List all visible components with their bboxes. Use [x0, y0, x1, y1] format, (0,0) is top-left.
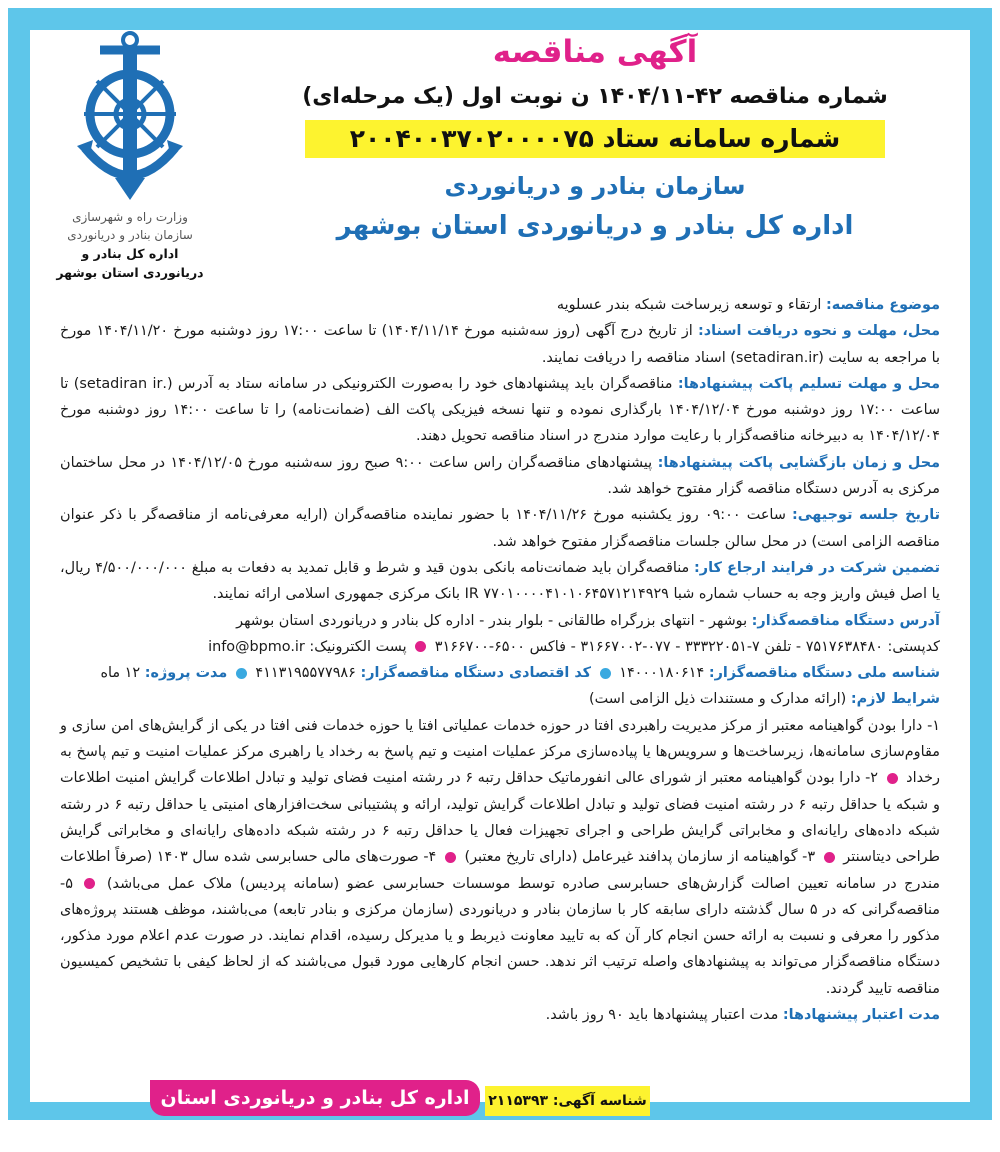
guarantee-label: تضمین شرکت در فرایند ارجاع کار:	[694, 559, 940, 576]
national-id-label: شناسه ملی دستگاه مناقصه‌گزار:	[708, 665, 940, 682]
validity-text: مدت اعتبار پیشنهادها باید ۹۰ روز باشد.	[545, 1007, 779, 1024]
conditions-label: شرایط لازم:	[850, 691, 940, 708]
subject-text: ارتقاء و توسعه زیرساخت شبکه بندر عسلویه	[556, 297, 822, 313]
briefing-text: ساعت ۰۹:۰۰ روز یکشنبه مورخ ۱۴۰۴/۱۱/۲۶ با حضور نماینده مناقصه‌گران (ارایه معرفی‌نامه از مناقصه‌گر با ذکر عنوان مناقصه الزامی است) در محل سالن جلسات مناقصه‌گزار مفتوح خواهد شد.	[60, 507, 940, 550]
guarantee-row	[60, 555, 940, 608]
opening-label: محل و زمان بازگشایی پاکت پیشنهادها:	[657, 454, 941, 471]
office-name: اداره کل بنادر و دریانوردی استان بوشهر	[336, 211, 854, 241]
logo-office-text-2: دریانوردی استان بوشهر	[56, 265, 204, 280]
email-link[interactable]: info@bpmo.ir	[208, 638, 305, 655]
economic-code: ۴۱۱۳۱۹۵۵۷۷۹۸۶	[255, 665, 356, 682]
ad-id-badge: شناسه آگهی: ۲۱۱۵۳۹۳	[485, 1086, 650, 1116]
duration: ۱۲ ماه	[100, 665, 141, 682]
condition-5: ۵- مناقصه‌گرانی که در ۵ سال گذشته دارای سابقه کار با سازمان بنادر و دریانوردی (سازمان مرکزی و بنادر تابعه) می‌باشند، موظف هستند پروژه‌های مذکور را معرفی و نسبت به ارائه حسن انجام کار آن که به تایید معاونت ذیربط و یا مدیرکل رسیده، اقدام نمایند. در صورت عدم اعلام مورد مذکور، دستگاه مناقصه‌گزار می‌تواند به پیشنهادهای واصله ترتیب اثر ندهد. حسن انجام کارهایی مورد قبول می‌باشند که از لحاظ کیفی با تشخیص کمیسیون مناقصه تایید گردند.	[60, 875, 940, 997]
logo-block	[30, 28, 230, 298]
bullet-icon	[824, 852, 835, 863]
briefing-label: تاریخ جلسه توجیهی:	[791, 507, 941, 524]
setad-number: شماره سامانه ستاد ۲۰۰۴۰۰۳۷۰۲۰۰۰۰۷۵	[305, 120, 885, 158]
address-label: آدرس دستگاه مناقصه‌گذار:	[751, 612, 940, 629]
conditions-list	[60, 713, 940, 1002]
condition-1: ۱- دارا بودن گواهینامه معتبر از مرکز مدیریت راهبردی افتا در حوزه خدمات عملیاتی افتا یا حوزه خدمات فنی افتا در یکی از گرایش‌های امن سازی و مقاوم‌سازی سامانه‌ها، زیرساخت‌ها و سرویس‌ها یا پیاده‌سازی مرکز عملیات امنیت و تیم پاسخ به رخداد یا راهبری مرکز عملیات امنیت و تیم پاسخ به رخداد	[60, 717, 940, 787]
national-id: ۱۴۰۰۰۱۸۰۶۱۴	[619, 665, 705, 682]
header	[250, 30, 940, 246]
bullet-icon	[84, 878, 95, 889]
address-text: بوشهر - انتهای بزرگراه طالقانی - بلوار بندر - اداره کل بنادر و دریانوردی استان بوشهر	[236, 612, 748, 629]
logo-org-text: سازمان بنادر و دریانوردی	[67, 228, 193, 242]
opening-text: پیشنهادهای مناقصه‌گران راس ساعت ۹:۰۰ صبح روز سه‌شنبه مورخ ۱۴۰۴/۱۲/۰۵ در محل ساختمان مرکزی به آدرس دستگاه مناقصه گزار مفتوح خواهد شد.	[60, 454, 940, 498]
submit-text: مناقصه‌گران باید پیشنهادهای خود را به‌صورت الکترونیکی در سامانه ستاد به آدرس (.setadiran ir) تا ساعت ۱۷:۰۰ روز دوشنبه مورخ ۱۴۰۴/۱۲/۰۴ بارگذاری نموده و تنها نسخه فیزیکی پاکت الف (ضمانت‌نامه) را تا ساعت ۱۴:۰۰ روز دوشنبه مورخ ۱۴۰۴/۱۲/۰۴ به دبیرخانه مناقصه‌گزار با رعایت موارد مندرج در اسناد مناقصه تحویل دهند.	[60, 375, 941, 445]
subject-row	[60, 292, 940, 318]
anchor-wheel-logo-icon	[55, 28, 205, 208]
condition-2: ۲- دارا بودن گواهینامه معتبر از شورای عالی انفورماتیک حداقل رتبه ۶ در رشته امنیت فضای تولید و تبادل اطلاعات گرایش امنیت اطلاعات و شبکه یا حداقل رتبه ۶ در رشته امنیت فضای تولید و تبادل اطلاعات گرایش تولید، ارائه و پشتیبانی سخت‌افزارهای امنیتی یا حداقل رتبه ۶ در رشته شبکه داده‌های رایانه‌ای و مخابراتی گرایش طراحی و اجرای تجهیزات فعال یا حداقل رتبه ۶ در رشته شبکه داده‌های رایانه‌ای و مخابراتی گرایش طراحی دیتاسنتر	[60, 770, 941, 866]
footer	[60, 1080, 940, 1145]
contact-row	[60, 634, 940, 660]
subject-label: موضوع مناقصه:	[826, 297, 940, 313]
footer-org-banner: اداره کل بنادر و دریانوردی استان بوشهر	[150, 1080, 480, 1116]
conditions-intro: (ارائه مدارک و مستندات ذیل الزامی است)	[589, 691, 847, 708]
docs-row	[60, 318, 940, 371]
docs-text: از تاریخ درج آگهی (روز سه‌شنبه مورخ ۱۴۰۴/۱۱/۱۴) تا ساعت ۱۷:۰۰ روز دوشنبه مورخ ۱۴۰۴/۱۱/۲۰ مورخ با مراجعه به سایت (setadiran.ir) اسناد مناقصه را دریافت نمایند.	[60, 323, 940, 366]
submit-row	[60, 371, 940, 450]
ids-row	[60, 660, 940, 686]
docs-label: محل، مهلت و نحوه دریافت اسناد:	[697, 323, 940, 340]
tender-number: شماره مناقصه ۴۲-۱۴۰۴/۱۱ ن نوبت اول (یک مرحله‌ای)	[302, 84, 888, 109]
logo-ministry-text: وزارت راه و شهرسازی	[72, 210, 188, 224]
validity-label: مدت اعتبار پیشنهادها:	[782, 1007, 940, 1024]
logo-office-text-1: اداره کل بنادر و	[81, 246, 179, 261]
bullet-icon	[445, 852, 456, 863]
email-label: پست الکترونیک:	[309, 638, 407, 655]
page-title: آگهی مناقصه	[492, 34, 698, 70]
economic-code-label: کد اقتصادی دستگاه مناقصه‌گزار:	[360, 665, 592, 682]
conditions-row	[60, 686, 940, 712]
bullet-icon	[415, 641, 426, 652]
bullet-icon	[600, 668, 611, 679]
condition-4: ۴- صورت‌های مالی حسابرسی شده سال ۱۴۰۳ (صرفاً اطلاعات مندرج در سامانه تعیین اصالت گزارش‌های حسابرسی صادره توسط موسسات حسابرسی عضو (سامانه پردیس) ملاک عمل می‌باشد)	[60, 849, 941, 892]
duration-label: مدت پروژه:	[144, 665, 228, 682]
org-name: سازمان بنادر و دریانوردی	[444, 172, 746, 200]
guarantee-text: مناقصه‌گران باید ضمانت‌نامه بانکی بدون قید و شرط و قابل تمدید به دفعات به مبلغ ۴/۵۰۰/۰۰۰/۰۰۰ ریال، یا اصل فیش واریز وجه به حساب شماره شبا IR ۷۷۰۱۰۰۰۰۴۱۰۱۰۶۴۵۷۱۲۱۴۹۲۹ بانک مرکزی جمهوری اسلامی ارائه نمایند.	[60, 559, 940, 603]
opening-row	[60, 450, 940, 503]
condition-3: ۳- گواهینامه از سازمان پدافند غیرعامل (دارای تاریخ معتبر)	[464, 849, 816, 866]
submit-label: محل و مهلت تسلیم پاکت پیشنهادها:	[677, 375, 940, 392]
ad-body	[60, 292, 940, 1028]
validity-row	[60, 1002, 940, 1028]
briefing-row	[60, 502, 940, 555]
bullet-icon	[236, 668, 247, 679]
address-row	[60, 608, 940, 634]
contact-text: کدپستی: ۷۵۱۷۶۳۸۴۸۰ - تلفن ۷-۳۳۳۲۲۰۵۱ - ۰۷۷-۳۱۶۶۷۰۰۲ - فاکس ۶۵۰۰-۳۱۶۶۷۰۰	[434, 638, 940, 655]
bullet-icon	[887, 773, 898, 784]
